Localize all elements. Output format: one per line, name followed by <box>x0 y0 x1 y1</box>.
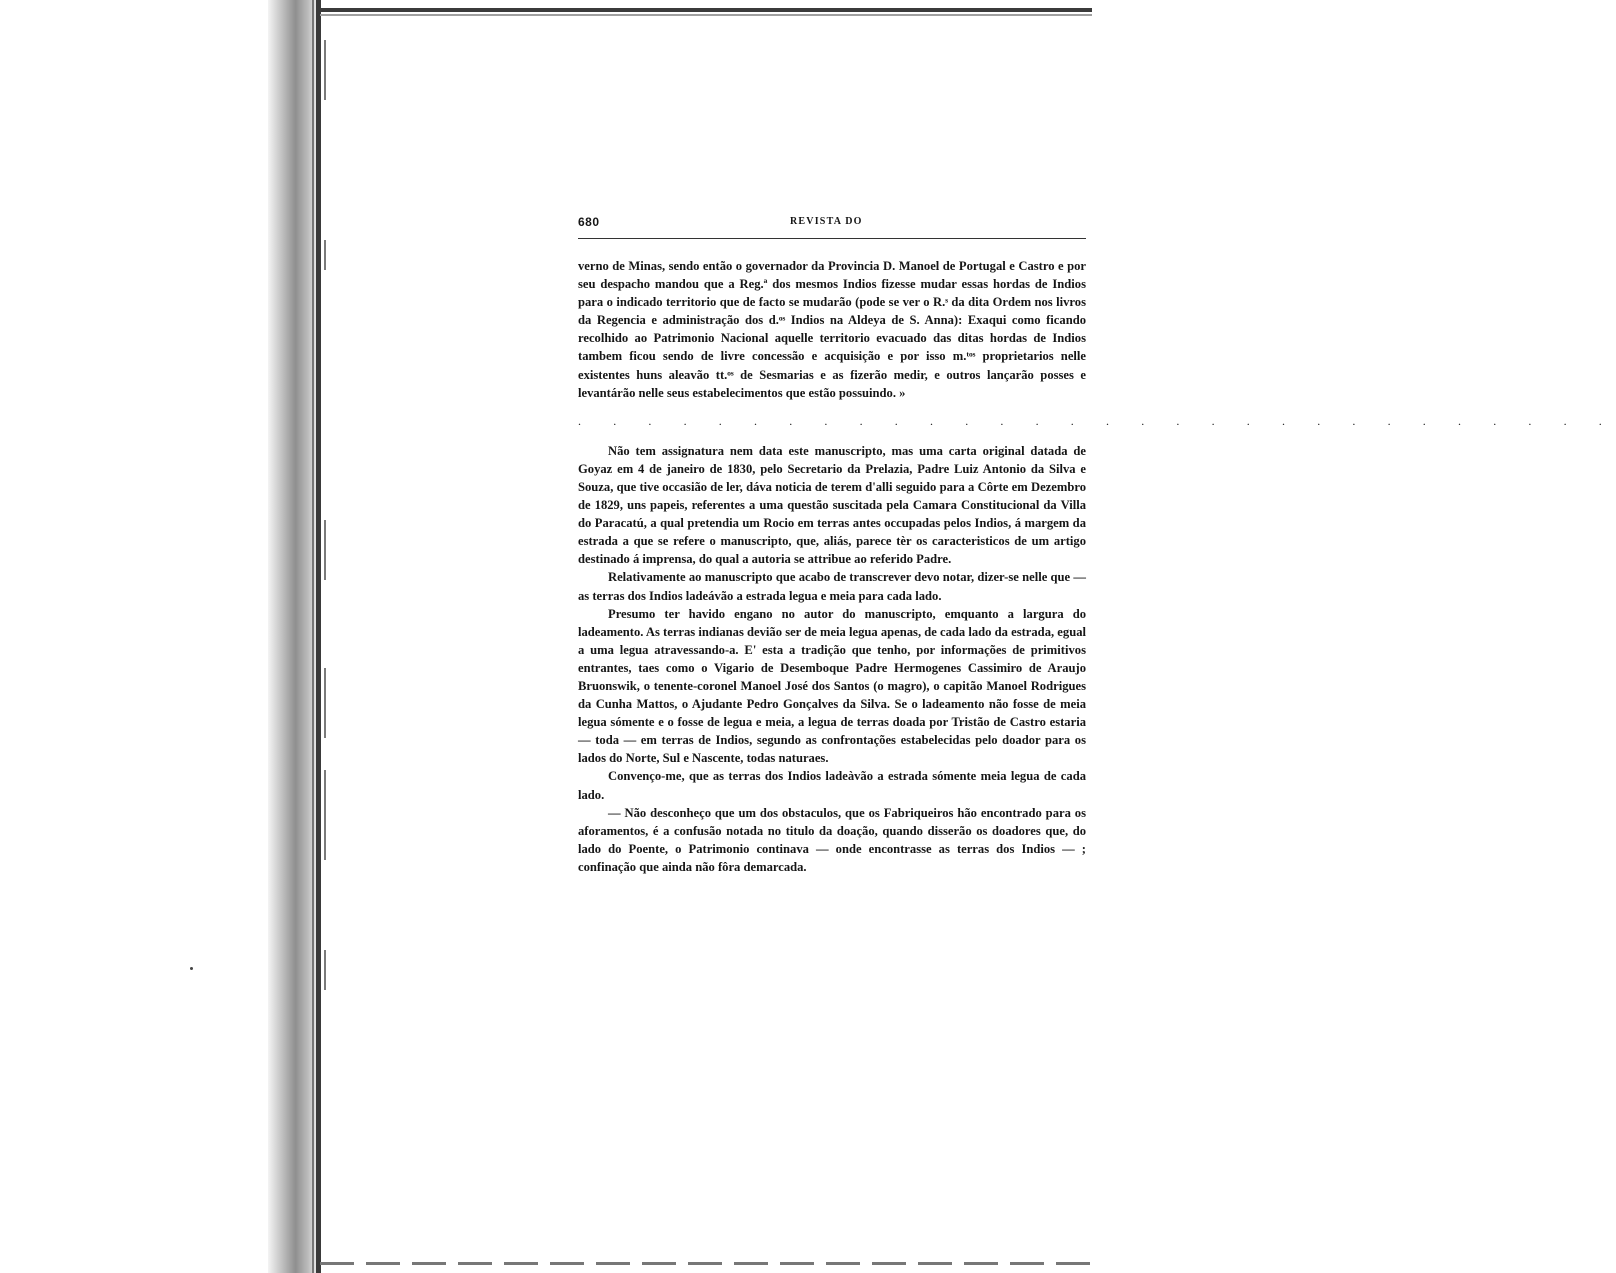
running-title: REVISTA DO <box>790 216 863 227</box>
paragraph-continuation: verno de Minas, sendo então o governador da Provincia D. Manoel de Portugal e Castro e por seu despacho mandou que a Reg.ª dos mesmos Indios fizesse mudar essas hordas de Indios para o indicado territorio que de facto se mudarão (pode se ver o R.ˢ da dita Ordem nos livros da Regencia e administração dos d.ᵒˢ Indios na Aldeya de S. Anna): Exaqui como ficando recolhido ao Patrimonio Nacional aquelle territorio evacuado das ditas hordas de Indios tambem ficou sendo de livre concessão e acquisição e por isso m.ᵗᵒˢ proprietarios nelle existentes huns aleavão tt.ᵒˢ de Sesmarias e as fizerão medir, e outros lançarão posses e levantárão nelle seus estabelecimentos que estão possuindo. » <box>578 259 1086 400</box>
scan-speck <box>190 967 193 970</box>
page-top-edge <box>320 8 1092 12</box>
paragraph: Não tem assignatura nem data este manuscripto, mas uma carta original datada de Goyaz em 4 de janeiro de 1830, pelo Secretario da Prelazia, Padre Luiz Antonio da Silva e Souza, que tive occasião de ler, dáva noticia de terem d'alli seguido para a Côrte em Dezembro de 1829, uns papeis, referentes a uma questão suscitada pela Camara Constitucional da Villa do Paracatú, a qual pretendia um Rocio em terras antes occupadas pelos Indios, á margem da estrada a que se refere o manuscripto, que, aliás, parece tèr os caracteristicos de um artigo destinado á imprensa, do qual a autoria se attribue ao referido Padre. <box>578 443 1086 567</box>
page-number: 680 <box>578 215 600 229</box>
header-rule <box>578 238 1086 239</box>
paragraph: Presumo ter havido engano no autor do manuscripto, emquanto a largura do ladeamento. As terras indianas devião ser de meia legua apenas, de cada lado da estrada, egual a uma legua atravessando-a. E' esta a tradição que tenho, por informações de primitivos entrantes, taes como o Vigario de Desemboque Padre Hermogenes Cassimiro de Araujo Bruonswik, o tenente-coronel Manoel José dos Santos (o magro), o capitão Manoel Rodrigues da Cunha Mattos, o Ajudante Pedro Gonçalves da Silva. Se o ladeamento não fosse de meia legua sómente e o fosse de legua e meia, a legua de terras doada por Tristão de Castro estaria — toda — em terras de Indios, segundo as confrontações estabelecidas pelo doador para os lados do Norte, Sul e Nascente, todas naturaes. <box>578 606 1086 766</box>
page-bottom-edge <box>320 1262 1092 1265</box>
scan-mark <box>324 240 326 270</box>
scan-mark <box>324 520 326 580</box>
binding-edge-inner <box>312 0 314 1273</box>
scan-mark <box>324 950 326 990</box>
paragraph: Relativamente ao manuscripto que acabo de transcrever devo notar, dizer-se nelle que — as terras dos Indios ladeávão a estrada legua e meia para cada lado. <box>578 570 1086 603</box>
ellipsis-separator: . . . . . . . . . . . . . . . . . . . . . . . . . . . . . . <box>578 413 1616 428</box>
paragraph: Convenço-me, que as terras dos Indios ladeàvão a estrada sómente meia legua de cada lado. <box>578 769 1086 802</box>
scan-mark <box>324 40 326 100</box>
page-header <box>578 212 1086 238</box>
scan-mark <box>324 668 326 738</box>
scan-mark <box>324 770 326 860</box>
page-top-edge-shadow <box>320 14 1092 16</box>
binding-shadow <box>268 0 318 1273</box>
body-text <box>578 257 1616 876</box>
paragraph: — Não desconheço que um dos obstaculos, que os Fabriqueiros hão encontrado para os aforamentos, é a confusão notada no titulo da doação, quando disserão os doadores que, do lado do Poente, o Patrimonio continava — onde encontrasse as terras dos Indios — ; confinação que ainda não fôra demarcada. <box>578 805 1086 874</box>
binding-edge <box>316 0 321 1273</box>
